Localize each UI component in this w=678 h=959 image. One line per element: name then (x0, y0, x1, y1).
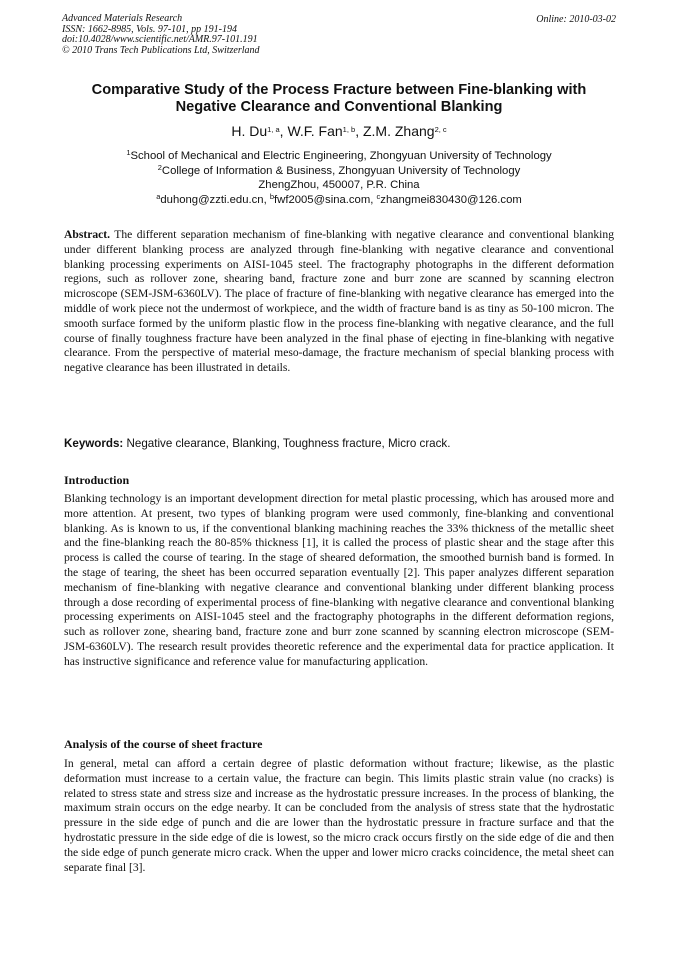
affiliation-line (40, 164, 638, 179)
affiliation-text: School of Mechanical and Electric Engineering, Zhongyuan University of Technology (130, 150, 552, 162)
doi-line: doi:10.4028/www.scientific.net/AMR.97-101.191 (62, 34, 258, 45)
email-superscript: c (376, 191, 381, 201)
email-address: duhong@zzti.edu.cn (160, 193, 264, 206)
abstract (64, 228, 614, 376)
abstract-label: Abstract. (64, 228, 111, 241)
affiliation-city: ZhengZhou, 450007, P.R. China (258, 179, 420, 191)
affiliations (40, 149, 638, 207)
author-name: W.F. Fan (287, 123, 343, 139)
author-superscript: 1, a (267, 125, 280, 134)
online-date: Online: 2010-03-02 (536, 14, 616, 25)
section-heading-analysis: Analysis of the course of sheet fracture (64, 737, 263, 751)
email-address: zhangmei830430@126.com (380, 193, 522, 206)
keywords-label: Keywords: (64, 437, 124, 450)
author-superscript: 2, c (434, 125, 447, 134)
author-name: Z.M. Zhang (362, 123, 435, 139)
affiliation-text: College of Information & Business, Zhongyuan University of Technology (161, 164, 521, 177)
journal-header (62, 14, 260, 56)
title-line-2: Negative Clearance and Conventional Blanking (175, 99, 503, 115)
affiliation-superscript: 2 (157, 162, 162, 172)
journal-name: Advanced Materials Research (62, 13, 183, 24)
section-heading-introduction: Introduction (64, 473, 130, 487)
author-superscript: 1, b (342, 125, 356, 134)
analysis-text: In general, metal can afford a certain degree of plastic deformation without fracture; likewise, as the plastic deformation must increase to a certain value, the fracture can begin. This limits plastic strain value (no cracks) is related to stress state and stress size and increase as the hydrostatic pressure increases. In the process of blanking, the maximum strain occurs on the edge nearby. It can be concluded from the analysis of stress state that the hydrostatic pressure in the side edge of punch and die are lower than the hydrostatic pressure in fracture surface and that the hydrostatic pressure in the side edge of die is lowest, so the micro crack occurs firstly on the side edge of die and then the side edge of punch generate micro crack. When the upper and lower micro cracks coincidence, the metal sheet can separate final [3]. (64, 757, 614, 874)
keywords (64, 437, 614, 450)
affiliation-line (40, 149, 638, 164)
abstract-text: The different separation mechanism of fine-blanking with negative clearance and conventional blanking under different blanking process are analyzed through fine-blanking with negative clearance and conventional blanking processing experiments on AISI-1045 steel. The fractography photographs in the different deformation regions, such as rollover zone, shearing band, fracture zone and burr zone are scanned by scanning electron microscope (SEM-JSM-6360LV). The place of fracture of fine-blanking with negative clearance has emerged into the middle of work piece not the undermost of workpiece, and the width of fracture band is as tiny as 50-100 micron. The smooth surface formed by the uniform plastic flow in the process fine-blanking with negative clearance, and the full course of finally toughness fracture have been analyzed in the final phase of ejecting in fine-blanking with negative clearance. From the perspective of material meso-damage, the fracture mechanism of special blanking process with negative clearance has been illustrated in details. (64, 228, 614, 375)
email-line: $^a$duhong@zzti.edu.cn, $^b$fwf2005@sina.com, $^c$zhangmei830430@126.com (156, 191, 522, 206)
paper-title (40, 82, 638, 116)
title-line-1: Comparative Study of the Process Fracture between Fine-blanking with (91, 82, 587, 98)
email-superscript: a (156, 191, 161, 201)
author-name: H. Du (231, 123, 268, 139)
copyright-line: © 2010 Trans Tech Publications Ltd, Switzerland (62, 44, 260, 56)
email-address: fwf2005@sina.com (274, 193, 371, 206)
keywords-text: Negative clearance, Blanking, Toughness fracture, Micro crack. (126, 437, 451, 450)
affiliation-superscript: 1 (126, 148, 131, 157)
email-superscript: b (269, 191, 275, 201)
author-list: H. Du$^{1, a}$, W.F. Fan$^{1, b}$, Z.M. Zhang$^{2, c}$ (231, 123, 447, 139)
issn-line: ISSN: 1662-8985, Vols. 97-101, pp 191-194 (62, 23, 237, 35)
introduction-text: Blanking technology is an important development direction for metal plastic processing, which has aroused more and more attention. At present, two types of blanking program were used commonly, fine-blanking and conventional blanking. As is known to us, if the conventional blanking machining reaches the 33% thickness of the metallic sheet and the fine-blanking reach the 80-85% thickness [1], it is called the process of plastic shear and the stage after this process is called the course of tearing. In the stage of sheared deformation, the smoothed burnish band is formed. In the stage of tearing, the sheet has been occurred separation eventually [2]. This paper analyzes different separation mechanism of fine-blanking with negative clearance and conventional blanking under different blanking process through a dose recording of experimental process of fine-blanking with negative clearance and conventional blanking processing experiments on AISI-1045 steel and the fractography photographs in the different deformation regions, such as rollover zone, shearing band, fracture zone and burr zone scanned by scanning electron microscope (SEM-JSM-6360LV). The research result provides theoretic reference and the experimental data for practice application. It has instructive significance and reference value for manufacturing application. (64, 492, 614, 668)
